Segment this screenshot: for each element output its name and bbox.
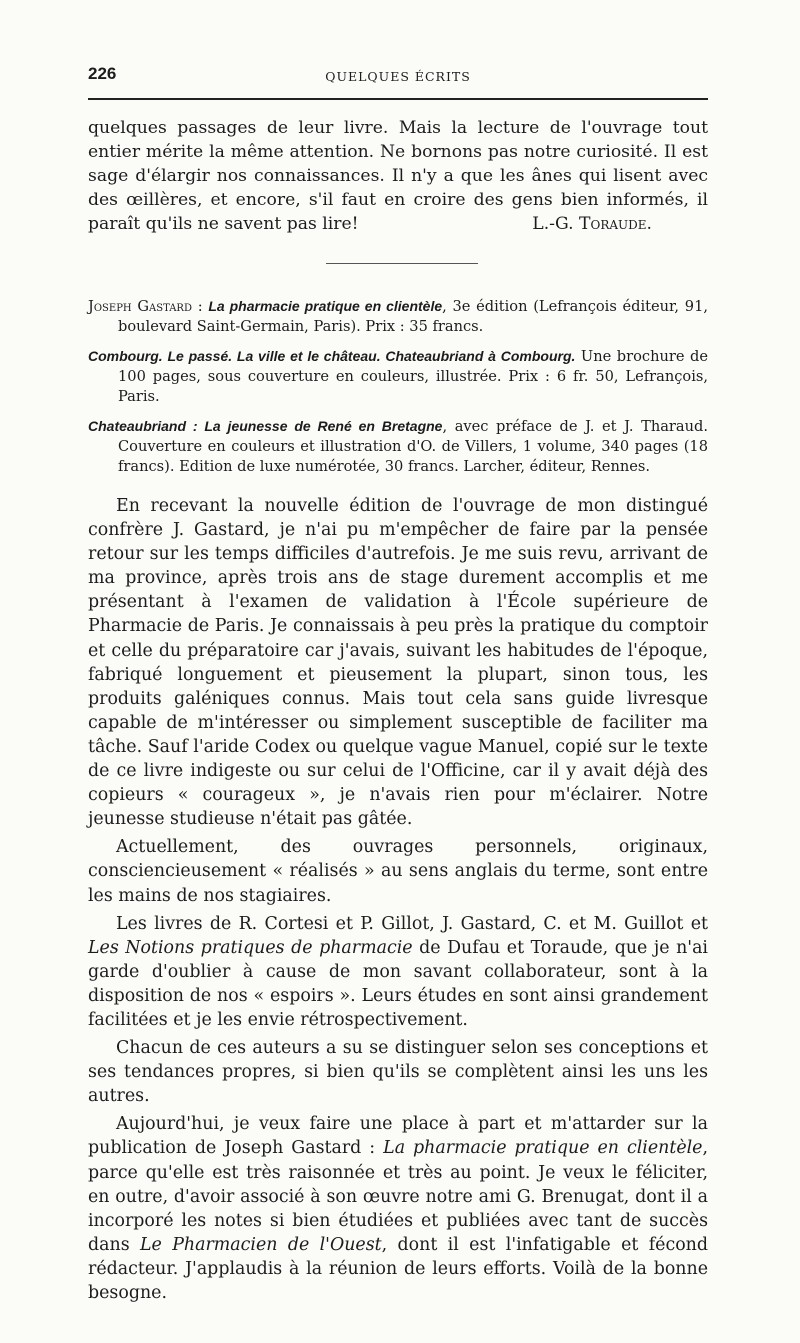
intro-text: quelques passages de leur livre. Mais la lecture de l'ouvrage tout entier mérite la même attention. Ne bornons pas notre curiosité. Il est sage d'élargir nos connaissances. Il n'y a que les ânes qui lisent avec des œillères, et encore, s'il faut en croire des gens bien informés, il paraît qu'ils ne savent pas lire! [88, 118, 708, 234]
signature: L.-G. Toraude. [532, 214, 652, 234]
intro-paragraph [88, 116, 708, 236]
entry-sep: : [191, 298, 209, 315]
entry-author: Joseph Gastard [88, 298, 192, 315]
text-run: Les livres de R. Cortesi et P. Gillot, J. Gastard, C. et M. Guillot et [116, 913, 708, 934]
text-run: , dont il est l'infatigable et fécond rédacteur. J'applaudis à la réunion de leurs efforts. Voilà de la bonne besogne. [88, 1234, 708, 1303]
running-head: QUELQUES ÉCRITS [325, 69, 471, 84]
review-body [88, 494, 708, 1309]
entry-details: , 3e édition (Lefrançois éditeur, 91, boulevard Saint-Germain, Paris). Prix : 35 francs. [118, 298, 708, 335]
page-header [88, 64, 708, 94]
entry-title: Combourg. Le passé. La ville et le château. Chateaubriand à Combourg. [88, 348, 576, 364]
paragraph [88, 912, 708, 1032]
section-separator [326, 263, 478, 264]
entry-details: Une brochure de 100 pages, sous couverture en couleurs, illustrée. Prix : 6 fr. 50, Lefrançois, Paris. [118, 348, 708, 405]
bibliography-entry [88, 346, 708, 407]
bibliography-entry [88, 416, 708, 477]
text-run: de Dufau et Toraude, que je n'ai garde d'oublier à cause de mon savant collaborateur, sont à la disposition de nos « espoirs ». Leurs études en sont ainsi grandement facilitées et je les envie rétrospectivement. [88, 937, 708, 1030]
entry-title: Chateaubriand : La jeunesse de René en Bretagne [88, 418, 443, 434]
italic-title: La pharmacie pratique en clientèle [383, 1138, 703, 1159]
paragraph: Chacun de ces auteurs a su se distinguer selon ses conceptions et ses tendances propres, si bien qu'ils se complètent ainsi les uns les autres. [88, 1038, 708, 1107]
page-number: 226 [88, 64, 117, 83]
text-run: , parce qu'elle est très raisonnée et très au point. Je veux le féliciter, en outre, d'avoir associé à son œuvre notre ami G. Brenugat, dont il a incorporé les notes si bien étudiées et publiées avec tant de succès dans [88, 1138, 708, 1255]
entry-details: , avec préface de J. et J. Tharaud. Couverture en couleurs et illustration d'O. de Villers, 1 volume, 340 pages (18 francs). Edition de luxe numérotée, 30 francs. Larcher, éditeur, Rennes. [118, 418, 708, 475]
entry-title: La pharmacie pratique en clientèle [208, 298, 443, 314]
bibliography [88, 296, 708, 486]
text-run: Aujourd'hui, je veux faire une place à part et m'attarder sur la publication de Joseph Gastard : [88, 1114, 708, 1159]
paragraph: En recevant la nouvelle édition de l'ouvrage de mon distingué confrère J. Gastard, je n'ai pu m'empêcher de faire par la pensée retour sur les temps difficiles d'autrefois. Je me suis revu, arrivant de ma province, après trois ans de stage durement accomplis et me présentant à l'examen de validation à l'École supérieure de Pharmacie de Paris. Je connaissais à peu près la pratique du comptoir et celle du préparatoire car j'avais, suivant les habitudes de l'époque, fabriqué longuement et pieusement la plupart, sinon tous, les produits galéniques connus. Mais tout cela sans guide livresque capable de m'intéresser ou simplement susceptible de faciliter ma tâche. Sauf l'aride Codex ou quelque vague Manuel, copié sur le texte de ce livre indigeste ou sur celui de l'Officine, car il y avait déjà des copieurs « courageux », je n'avais rien pour m'éclairer. Notre jeunesse studieuse n'était pas gâtée. [88, 496, 708, 830]
italic-title: Les Notions pratiques de pharmacie [88, 937, 413, 958]
bibliography-entry [88, 296, 708, 337]
paragraph: Actuellement, des ouvrages personnels, originaux, consciencieusement « réalisés » au sens anglais du terme, sont entre les mains de nos stagiaires. [88, 837, 708, 906]
paragraph [88, 1112, 708, 1305]
intro-section [88, 116, 708, 236]
italic-title: Le Pharmacien de l'Ouest [140, 1234, 382, 1255]
header-rule [88, 98, 708, 100]
